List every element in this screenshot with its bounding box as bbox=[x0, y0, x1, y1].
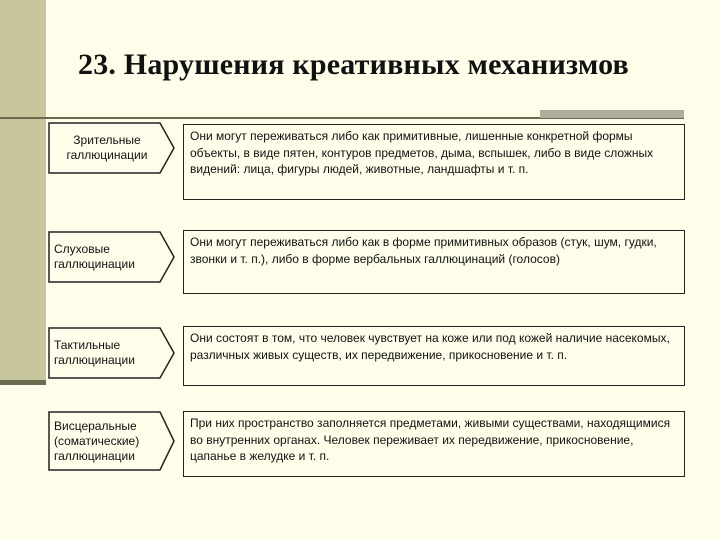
term-label: Тактильные галлюцинации bbox=[54, 338, 135, 367]
term-arrow-visual bbox=[48, 122, 160, 174]
title-underline-accent bbox=[540, 110, 684, 118]
decorative-sidebar-strip bbox=[0, 0, 46, 385]
description-visual: Они могут переживаться либо как примитивные, лишенные конкретной формы объекты, в виде пятен, контуров предметов, дыма, вспышек, либо в виде сложных видений: лица, фигуры людей, животные, ландшафты и т. п. bbox=[183, 124, 685, 200]
description-auditory: Они могут переживаться либо как в форме примитивных образов (стук, шум, гудки, звонки и т. п.), либо в форме вербальных галлюцинаций (голосов) bbox=[183, 230, 685, 294]
decorative-sidebar-accent bbox=[0, 380, 46, 385]
term-label: Зрительные галлюцинации bbox=[66, 133, 148, 162]
term-arrow-auditory bbox=[48, 231, 160, 283]
slide-title: 23. Нарушения креативных механизмов bbox=[78, 48, 629, 81]
term-arrow-visceral bbox=[48, 411, 160, 471]
term-arrow-tactile bbox=[48, 327, 160, 379]
term-label: Висцеральные (соматические) галлюцинации bbox=[54, 418, 140, 463]
description-visceral: При них пространство заполняется предметами, живыми существами, находящимися во внутренних органах. Человек переживает их передвижение, прикосновение, цапанье в желудке и т. п. bbox=[183, 411, 685, 477]
term-label: Слуховые галлюцинации bbox=[54, 242, 135, 271]
description-tactile: Они состоят в том, что человек чувствует на коже или под кожей наличие насекомых, различных живых существ, их передвижение, прикосновение и т. п. bbox=[183, 326, 685, 386]
